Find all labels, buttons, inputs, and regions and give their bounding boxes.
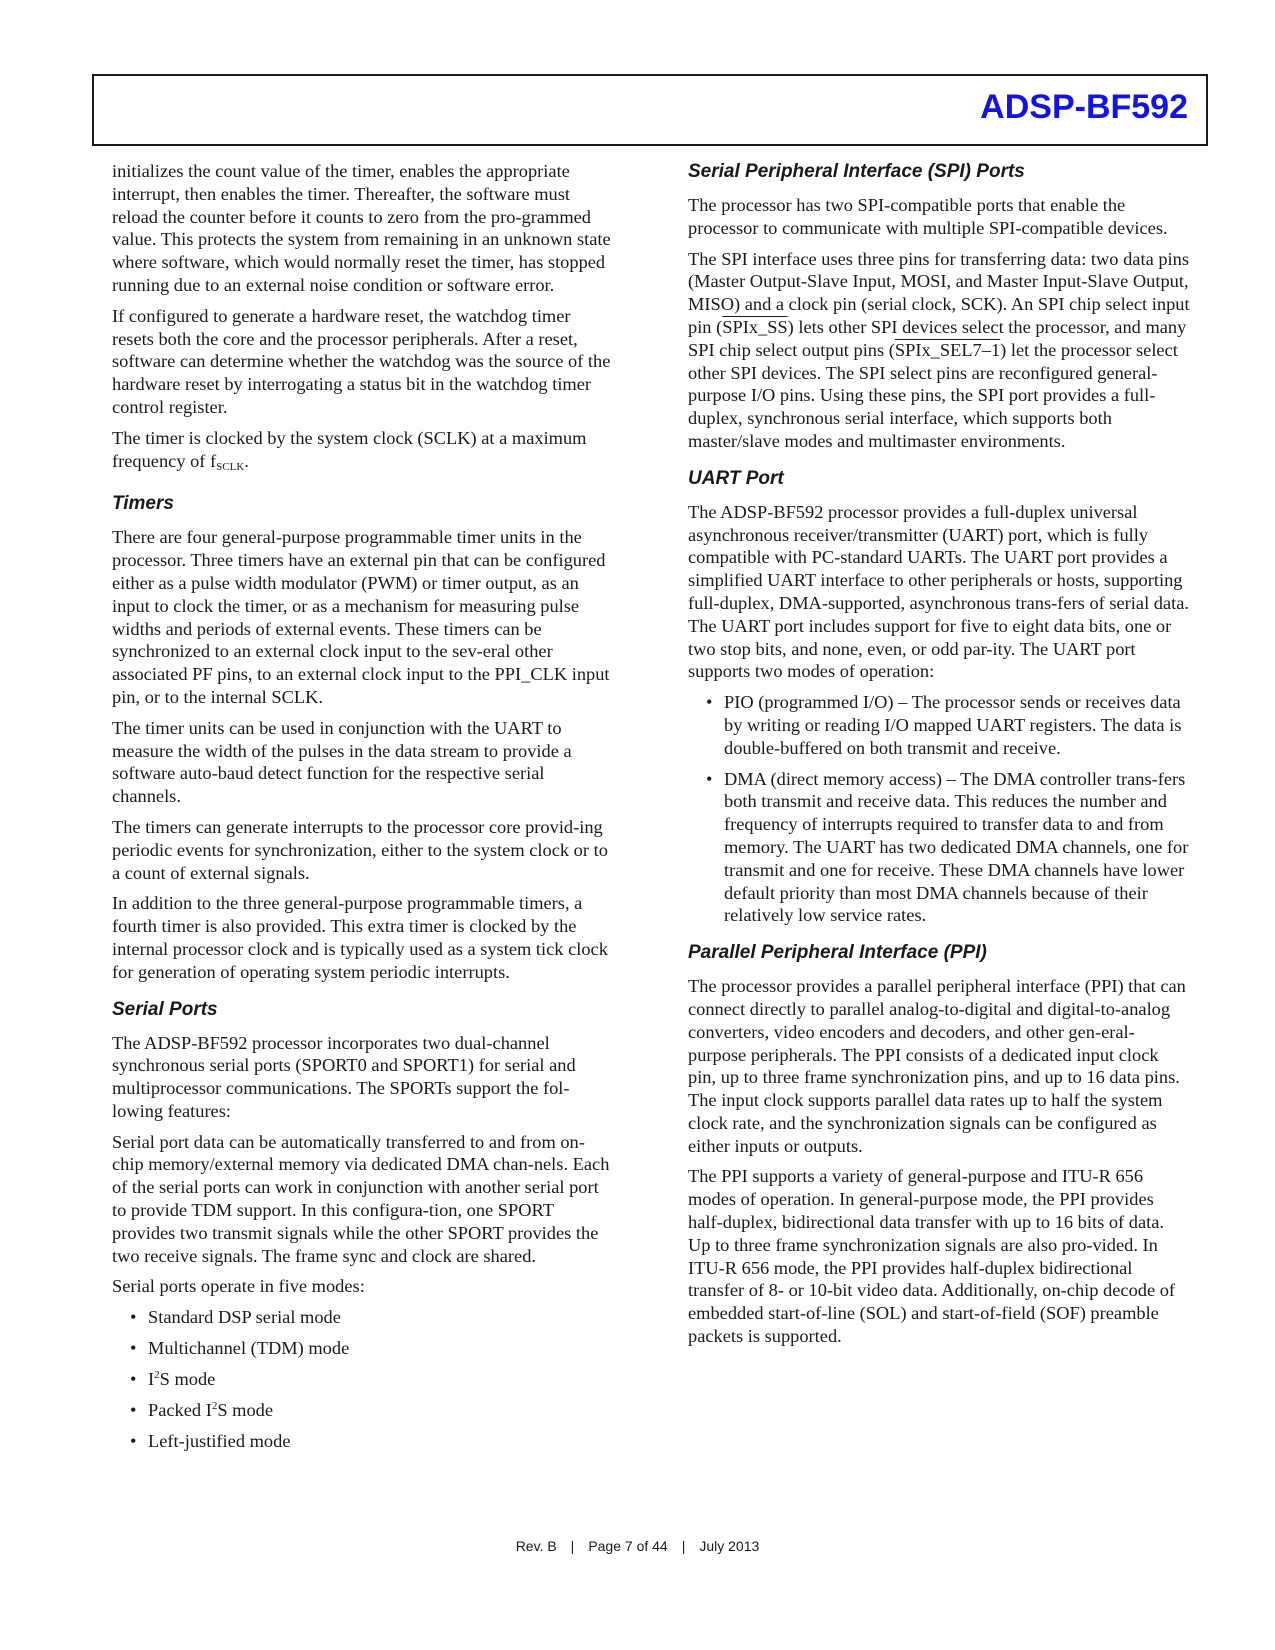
paragraph: Serial ports operate in five modes: (112, 1276, 365, 1297)
spi-sel-signal: SPIx_SEL7–1 (894, 339, 1001, 360)
spi-ss-signal: SPIx_SS (722, 316, 788, 337)
list-item: • $I^2S$ mode (148, 1368, 614, 1391)
paragraph: The SPI interface uses three pins for transferring data: two data pins (Master Output-Slave Input, MOSI, and Master Input-Slave Output, MISO) and a clock pin (serial clock, SCK). An SPI chip select input pin (SPIx_SS) lets other SPI devices select the processor, and many SPI chip select output pins (SPIx_SEL7–1) let the processor select other SPI devices. The SPI select pins are reconfigured general-purpose I/O pins. Using these pins, the SPI port provides a full-duplex, synchronous serial interface, which supports both master/slave modes and multimaster environments. (688, 248, 1190, 451)
revision: Rev. B (515, 1538, 557, 1554)
paragraph: The processor has two SPI-compatible ports that enable the processor to communicate with multiple SPI-compatible devices. (688, 195, 1168, 238)
paragraph: The ADSP-BF592 processor provides a full-duplex universal asynchronous receiver/transmitter (UART) port, which is fully compatible with PC-standard UARTs. The UART port provides a simplified UART interface to other peripherals or hosts, supporting full-duplex, DMA-supported, asynchronous trans-fers of serial data. The UART port includes support for five to eight data bits, one or two stop bits, and none, even, or odd par-ity. The UART port supports two modes of operation: (688, 501, 1190, 682)
list-item: • Standard DSP serial mode (148, 1306, 614, 1329)
paragraph: initializes the count value of the timer, enables the appropriate interrupt, then enables the timer. Thereafter, the software must reload the counter before it counts to zero from the pro-grammed value. This protects the system from remaining in an unknown state where software, which would normally reset the timer, has stopped running due to an external noise condition or software error. (112, 161, 611, 295)
list-item: • Left-justified mode (148, 1430, 614, 1453)
document-title: ADSP-BF592 (980, 88, 1188, 126)
paragraph: The timer units can be used in conjunction with the UART to measure the width of the pulses in the data stream to provide a software auto-baud detect function for the respective serial channels. (112, 717, 572, 807)
publication-date: July 2013 (699, 1538, 760, 1554)
section-heading-uart: UART Port (688, 467, 784, 489)
paragraph: The ADSP-BF592 processor incorporates two dual-channel synchronous serial ports (SPORT0 and SPORT1) for serial and multiprocessor communications. The SPORTs support the fol-lowing features: (112, 1032, 576, 1121)
paragraph: The processor provides a parallel peripheral interface (PPI) that can connect directly to parallel analog-to-digital and digital-to-analog converters, video encoders and decoders, and other gen-eral-purpose peripherals. The PPI consists of a dedicated input clock pin, up to three frame synchronization pins, and up to 16 data pins. The input clock supports parallel data rates up to half the system clock rate, and the synchronization signals can be configured as either inputs or outputs. (688, 976, 1186, 1156)
page-footer (0, 1538, 1275, 1554)
footer-separator: | (570, 1538, 575, 1554)
uart-modes-list (688, 691, 1190, 927)
paragraph: The timer is clocked by the system clock (SCLK) at a maximum frequency of $f_{SCLK}$. (112, 427, 587, 473)
section-heading-spi: Serial Peripheral Interface (SPI) Ports (688, 161, 1025, 182)
paragraph: If configured to generate a hardware reset, the watchdog timer resets both the core and the processor peripherals. After a reset, software can determine whether the watchdog was the source of the hardware reset by interrogating a status bit in the watchdog timer control register. (112, 305, 611, 417)
section-heading-serial-ports: Serial Ports (112, 998, 218, 1020)
section-heading-ppi: Parallel Peripheral Interface (PPI) (688, 942, 987, 964)
paragraph: In addition to the three general-purpose programmable timers, a fourth timer is also provided. This extra timer is clocked by the internal processor clock and is typically used as a system tick clock for generation of operating system periodic interrupts. (112, 893, 608, 982)
footer-separator: | (681, 1538, 686, 1554)
paragraph: There are four general-purpose programmable timer units in the processor. Three timers have an external pin that can be configured either as a pulse width modulator (PWM) or timer output, as an input to clock the timer, or as a mechanism for measuring pulse widths and periods of external events. These timers can be synchronized to an external clock input to the sev-eral other associated PF pins, to an external clock input to the PPI_CLK input pin, or to the internal SCLK. (112, 527, 610, 707)
list-item: • DMA (direct memory access) – The DMA controller trans-fers both transmit and receive data. This reduces the number and frequency of interrupts required to transfer data to and from memory. The UART has two dedicated DMA channels, one for transmit and one for receive. These DMA channels have lower default priority than most DMA channels because of their relatively low service rates. (724, 768, 1190, 928)
paragraph: The PPI supports a variety of general-purpose and ITU-R 656 modes of operation. In general-purpose mode, the PPI provides half-duplex, bidirectional data transfer with up to 16 bits of data. Up to three frame synchronization signals are also pro-vided. In ITU-R 656 mode, the PPI provides half-duplex bidirectional transfer of 8- or 10-bit video data. Additionally, on-chip decode of embedded start-of-line (SOL) and start-of-field (SOF) preamble packets is supported. (688, 1166, 1176, 1347)
list-item: • Multichannel (TDM) mode (148, 1337, 614, 1360)
paragraph: Serial port data can be automatically transferred to and from on-chip memory/external memory via dedicated DMA chan-nels. Each of the serial ports can work in conjunction with another serial port to provide TDM support. In this configura-tion, one SPORT provides two transmit signals while the other SPORT provides the two receive signals. The frame sync and clock are shared. (112, 1131, 610, 1266)
paragraph: The timers can generate interrupts to the processor core provid-ing periodic events for synchronization, either to the system clock or to a count of external signals. (112, 816, 608, 883)
right-column (688, 160, 1190, 1356)
header-box (92, 74, 1208, 146)
list-item: • Packed $I^2S$ mode (148, 1399, 614, 1422)
left-column (112, 160, 614, 1461)
list-item: • PIO (programmed I/O) – The processor sends or receives data by writing or reading I/O mapped UART registers. The data is double-buffered on both transmit and receive. (724, 691, 1190, 759)
serial-modes-list (112, 1306, 614, 1453)
section-heading-timers: Timers (112, 493, 174, 515)
page-number: Page 7 of 44 (588, 1538, 668, 1554)
